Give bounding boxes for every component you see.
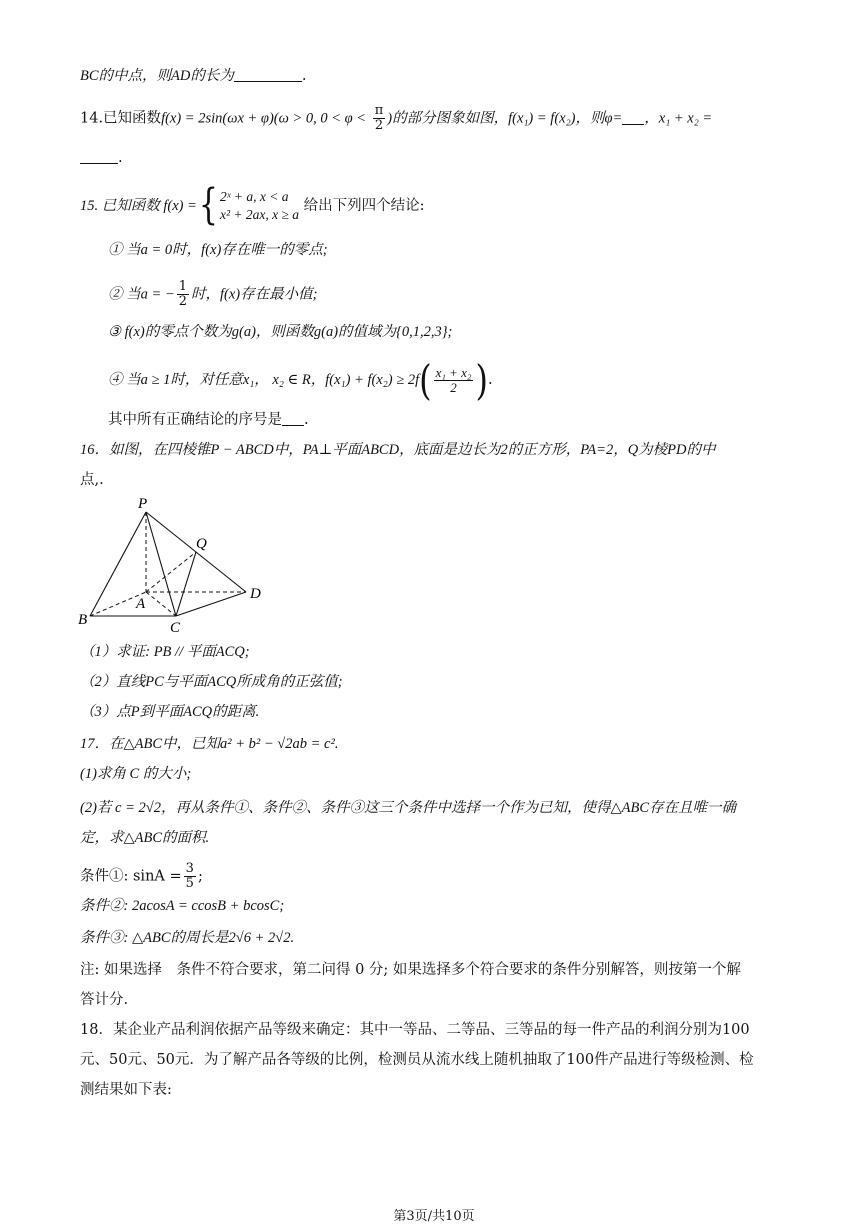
q14-func: f(x) = 2sin(ωx + φ)(ω > 0, 0 < φ <: [161, 110, 367, 127]
q14-rest: )的部分图象如图，f(x₁) = f(x₂)，则φ=: [387, 110, 623, 127]
q15-line: [80, 180, 425, 230]
q14-prefix: 14.已知函数: [80, 110, 162, 127]
edge-PC: [146, 512, 176, 616]
q18-line1: [80, 1020, 750, 1040]
answer-blank: [282, 411, 304, 426]
q17-sub2: [80, 798, 736, 818]
edge-CD: [176, 592, 246, 616]
conclusion-2-text-b: 时，f(x)存在最小值;: [190, 286, 318, 303]
q15-conclusion-1: [108, 240, 328, 260]
cond1-end: ;: [197, 868, 203, 885]
q16-sub2-text: （2）直线PC与平面ACQ所成角的正弦值;: [80, 674, 343, 690]
edge-AQ: [146, 552, 196, 592]
q14-end: .: [118, 150, 123, 166]
q17-note1: [80, 960, 741, 980]
q15-prefix: 15. 已知函数 f(x) =: [80, 198, 197, 214]
conclusion-4-fraction: [434, 366, 474, 395]
q17-sub2-text: (2)若 c = 2√2，再从条件①、条件②、条件③这三个条件中选择一个作为已知，使得△ABC存在且唯一确: [80, 800, 736, 816]
label-D: D: [250, 586, 261, 602]
q15-brace: {: [198, 180, 218, 230]
q16-line2: [80, 470, 104, 490]
q15-piecewise: [220, 188, 299, 224]
q18-line2: [80, 1050, 754, 1070]
q17-cond3: [80, 928, 294, 948]
q17-line1: [80, 734, 338, 754]
page-footer: 第3页/共10页: [393, 1209, 475, 1224]
q13-tail-line: BC的中点，则AD的长为 .: [80, 68, 307, 84]
conclusion-3-text: ③ f(x)的零点个数为g(a)，则函数g(a)的值域为{0,1,2,3};: [108, 324, 453, 340]
q17-cond1: [80, 862, 203, 891]
q17-cond2: [80, 896, 284, 916]
q16-sub1-text: （1）求证: PB // 平面ACQ;: [80, 644, 250, 660]
q18-line3: [80, 1080, 172, 1100]
q17-note2: [80, 990, 128, 1010]
cond1-numerator: 3: [185, 861, 194, 876]
summary-text: 其中所有正确结论的序号是: [108, 412, 282, 428]
q16-text-2: 点,.: [80, 472, 104, 488]
conclusion-4-text: ④ 当a ≥ 1时，对任意x₁， x₂ ∈ R，f(x₁) + f(x₂) ≥ 2f: [108, 372, 420, 388]
q14-line: [80, 104, 712, 133]
q15-case1: 2ˣ + a, x < a: [220, 189, 289, 204]
q14-tail: ，x₁ + x₂ =: [644, 110, 713, 127]
q16-sub3-text: （3）点P到平面ACQ的距离.: [80, 704, 260, 720]
q17-sub2b-text: 定，求△ABC的面积.: [80, 830, 210, 846]
q15-suffix: 给出下列四个结论:: [303, 198, 425, 214]
label-A: A: [136, 596, 146, 612]
answer-blank: [234, 67, 302, 82]
cond3-text: 条件③: △ABC的周长是2√6 + 2√2.: [80, 930, 295, 946]
open-paren: (: [419, 355, 432, 405]
q16-text-1: 16．如图，在四棱锥P − ABCD中，PA⊥平面ABCD，底面是边长为2的正方形，PA=2，Q为棱PD的中: [80, 442, 716, 458]
conclusion-4-denominator: 2: [450, 379, 457, 395]
q15-conclusion-3: [108, 322, 452, 342]
conclusion-4-numerator: x₁ + x₂: [435, 364, 472, 380]
edge-AC: [146, 592, 176, 616]
q15-conclusion-4: [108, 355, 493, 405]
answer-blank: [622, 110, 644, 125]
cond2-text: 条件②: 2acosA = ccosB + bcosC;: [80, 898, 285, 914]
edge-CQ: [176, 552, 196, 616]
q16-sub3: [80, 702, 259, 722]
q13-tail-text: BC的中点，则AD的长为: [80, 68, 234, 84]
note2-text: 答计分.: [80, 992, 129, 1008]
close-paren: ): [475, 355, 488, 405]
conclusion-2-denominator: 2: [178, 294, 187, 309]
q16-sub1: [80, 642, 250, 662]
answer-blank: [80, 149, 118, 164]
q16-line1: [80, 440, 716, 460]
q18-text-3: 测结果如下表:: [80, 1082, 172, 1098]
q14-pi: π: [374, 103, 384, 118]
pyramid-figure: [70, 492, 270, 632]
label-B: B: [78, 612, 88, 628]
q17-sub2b: [80, 828, 209, 848]
q17-sub1: [80, 764, 191, 784]
conclusion-1-text: ① 当a = 0时，f(x)存在唯一的零点;: [108, 242, 328, 258]
conclusion-4-end: .: [487, 372, 493, 388]
q15-conclusion-2: [108, 280, 317, 309]
q18-text-2: 元、50元、50元．为了解产品各等级的比例，检测员从流水线上随机抽取了100件产品进行等级检测、检: [80, 1052, 754, 1068]
q15-case2: x² + 2ax, x ≥ a: [220, 207, 300, 222]
summary-end: .: [304, 412, 309, 428]
q14-two: 2: [374, 118, 384, 133]
conclusion-2-fraction: [177, 280, 189, 309]
q17-text: 17．在△ABC中，已知a² + b² − √2ab = c².: [80, 736, 339, 752]
cond1-text: 条件①: sinA =: [80, 868, 182, 885]
conclusion-2-text-a: ② 当a = −: [108, 286, 175, 303]
label-C: C: [170, 620, 181, 632]
label-P: P: [138, 496, 148, 512]
q15-summary: [108, 410, 309, 430]
q17-sub1-text: (1)求角 C 的大小;: [80, 766, 192, 782]
cond1-fraction: [184, 862, 196, 891]
q18-text-1: 18．某企业产品利润依据产品等级来确定：其中一等品、二等品、三等品的每一件产品的利润分别为100: [80, 1022, 750, 1038]
label-Q: Q: [196, 536, 207, 552]
note1-text: 注: 如果选择 条件不符合要求，第二问得 0 分; 如果选择多个符合要求的条件分别解答，则按第一个解: [80, 962, 741, 978]
q14-line2: [80, 148, 123, 168]
conclusion-2-numerator: 1: [178, 279, 187, 294]
q14-pi-fraction: [373, 104, 386, 133]
cond1-denominator: 5: [185, 876, 194, 891]
q16-sub2: [80, 672, 343, 692]
